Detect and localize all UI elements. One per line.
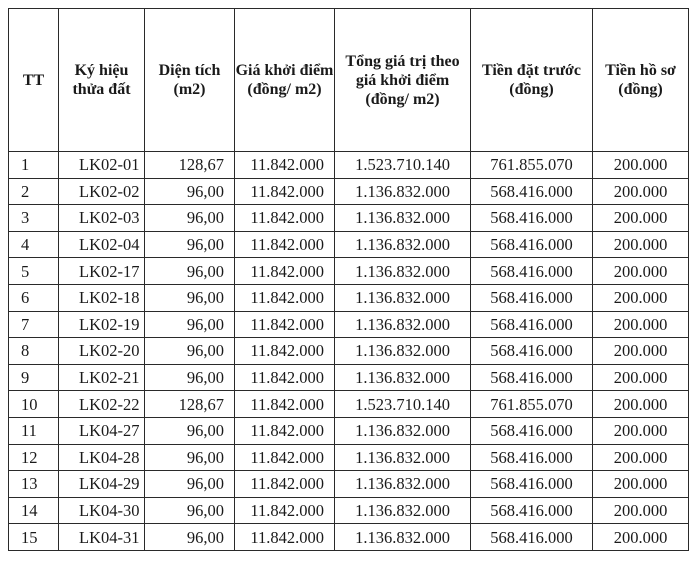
cell-tt: 2 bbox=[9, 178, 59, 205]
table-row bbox=[9, 471, 689, 498]
table-row bbox=[9, 258, 689, 285]
cell-tien-ho-so: 200.000 bbox=[593, 258, 689, 285]
cell-tien-dat-truoc: 761.855.070 bbox=[471, 152, 593, 179]
cell-tien-dat-truoc: 568.416.000 bbox=[471, 471, 593, 498]
cell-tien-ho-so: 200.000 bbox=[593, 178, 689, 205]
header-dien-tich: Diện tích (m2) bbox=[145, 9, 235, 152]
land-plot-table bbox=[8, 8, 689, 551]
cell-tong-gia-tri: 1.136.832.000 bbox=[335, 258, 471, 285]
cell-ky-hieu: LK02-03 bbox=[59, 205, 145, 232]
header-gia-khoi-diem: Giá khởi điểm (đồng/ m2) bbox=[235, 9, 335, 152]
cell-tien-ho-so: 200.000 bbox=[593, 471, 689, 498]
cell-tt: 9 bbox=[9, 364, 59, 391]
cell-tien-ho-so: 200.000 bbox=[593, 205, 689, 232]
cell-tong-gia-tri: 1.136.832.000 bbox=[335, 205, 471, 232]
cell-gia-khoi-diem: 11.842.000 bbox=[235, 338, 335, 365]
header-tt: TT bbox=[9, 9, 59, 152]
cell-tien-dat-truoc: 568.416.000 bbox=[471, 178, 593, 205]
cell-tt: 8 bbox=[9, 338, 59, 365]
cell-tong-gia-tri: 1.136.832.000 bbox=[335, 444, 471, 471]
cell-tien-ho-so: 200.000 bbox=[593, 338, 689, 365]
table-row bbox=[9, 311, 689, 338]
cell-ky-hieu: LK02-22 bbox=[59, 391, 145, 418]
cell-tong-gia-tri: 1.136.832.000 bbox=[335, 338, 471, 365]
table-row bbox=[9, 417, 689, 444]
cell-dien-tich: 96,00 bbox=[145, 524, 235, 551]
cell-tt: 7 bbox=[9, 311, 59, 338]
cell-tong-gia-tri: 1.136.832.000 bbox=[335, 497, 471, 524]
cell-tien-ho-so: 200.000 bbox=[593, 524, 689, 551]
cell-gia-khoi-diem: 11.842.000 bbox=[235, 524, 335, 551]
cell-ky-hieu: LK02-21 bbox=[59, 364, 145, 391]
cell-tong-gia-tri: 1.136.832.000 bbox=[335, 284, 471, 311]
cell-ky-hieu: LK02-19 bbox=[59, 311, 145, 338]
cell-tong-gia-tri: 1.136.832.000 bbox=[335, 364, 471, 391]
cell-tien-dat-truoc: 568.416.000 bbox=[471, 311, 593, 338]
cell-tong-gia-tri: 1.136.832.000 bbox=[335, 524, 471, 551]
cell-tien-ho-so: 200.000 bbox=[593, 284, 689, 311]
table-row bbox=[9, 391, 689, 418]
cell-tt: 3 bbox=[9, 205, 59, 232]
cell-tien-dat-truoc: 568.416.000 bbox=[471, 338, 593, 365]
cell-dien-tich: 96,00 bbox=[145, 364, 235, 391]
cell-gia-khoi-diem: 11.842.000 bbox=[235, 311, 335, 338]
cell-tt: 12 bbox=[9, 444, 59, 471]
cell-ky-hieu: LK04-27 bbox=[59, 417, 145, 444]
cell-gia-khoi-diem: 11.842.000 bbox=[235, 205, 335, 232]
cell-tien-dat-truoc: 568.416.000 bbox=[471, 364, 593, 391]
table-row bbox=[9, 524, 689, 551]
cell-tien-dat-truoc: 568.416.000 bbox=[471, 497, 593, 524]
cell-tien-dat-truoc: 568.416.000 bbox=[471, 524, 593, 551]
cell-tong-gia-tri: 1.136.832.000 bbox=[335, 311, 471, 338]
cell-tt: 10 bbox=[9, 391, 59, 418]
cell-tt: 15 bbox=[9, 524, 59, 551]
header-tong-gia-tri: Tổng giá trị theo giá khởi điểm (đồng/ m2) bbox=[335, 9, 471, 152]
cell-tt: 13 bbox=[9, 471, 59, 498]
table-row bbox=[9, 152, 689, 179]
cell-tien-ho-so: 200.000 bbox=[593, 152, 689, 179]
cell-ky-hieu: LK04-31 bbox=[59, 524, 145, 551]
cell-ky-hieu: LK04-28 bbox=[59, 444, 145, 471]
cell-tt: 4 bbox=[9, 231, 59, 258]
cell-ky-hieu: LK02-17 bbox=[59, 258, 145, 285]
cell-tt: 14 bbox=[9, 497, 59, 524]
cell-dien-tich: 96,00 bbox=[145, 417, 235, 444]
cell-dien-tich: 96,00 bbox=[145, 258, 235, 285]
header-tien-dat-truoc: Tiền đặt trước (đồng) bbox=[471, 9, 593, 152]
cell-tt: 1 bbox=[9, 152, 59, 179]
cell-tien-ho-so: 200.000 bbox=[593, 444, 689, 471]
cell-dien-tich: 96,00 bbox=[145, 444, 235, 471]
cell-tt: 11 bbox=[9, 417, 59, 444]
document-page bbox=[8, 8, 692, 553]
table-body bbox=[9, 152, 689, 551]
cell-ky-hieu: LK02-01 bbox=[59, 152, 145, 179]
cell-tien-dat-truoc: 568.416.000 bbox=[471, 284, 593, 311]
cell-gia-khoi-diem: 11.842.000 bbox=[235, 258, 335, 285]
cell-tien-dat-truoc: 568.416.000 bbox=[471, 417, 593, 444]
table-row bbox=[9, 178, 689, 205]
table-row bbox=[9, 497, 689, 524]
cell-tien-ho-so: 200.000 bbox=[593, 231, 689, 258]
cell-ky-hieu: LK02-20 bbox=[59, 338, 145, 365]
table-row bbox=[9, 444, 689, 471]
cell-gia-khoi-diem: 11.842.000 bbox=[235, 417, 335, 444]
cell-dien-tich: 96,00 bbox=[145, 284, 235, 311]
cell-gia-khoi-diem: 11.842.000 bbox=[235, 444, 335, 471]
header-tien-ho-so: Tiền hồ sơ (đồng) bbox=[593, 9, 689, 152]
cell-tien-dat-truoc: 568.416.000 bbox=[471, 205, 593, 232]
table-row bbox=[9, 284, 689, 311]
cell-dien-tich: 96,00 bbox=[145, 471, 235, 498]
cell-gia-khoi-diem: 11.842.000 bbox=[235, 471, 335, 498]
cell-tien-ho-so: 200.000 bbox=[593, 497, 689, 524]
cell-dien-tich: 96,00 bbox=[145, 205, 235, 232]
cell-gia-khoi-diem: 11.842.000 bbox=[235, 364, 335, 391]
cell-dien-tich: 96,00 bbox=[145, 178, 235, 205]
table-header-row bbox=[9, 9, 689, 152]
cell-gia-khoi-diem: 11.842.000 bbox=[235, 284, 335, 311]
cell-gia-khoi-diem: 11.842.000 bbox=[235, 152, 335, 179]
cell-tien-ho-so: 200.000 bbox=[593, 391, 689, 418]
cell-tong-gia-tri: 1.523.710.140 bbox=[335, 391, 471, 418]
cell-dien-tich: 128,67 bbox=[145, 391, 235, 418]
header-ky-hieu: Ký hiệu thửa đất bbox=[59, 9, 145, 152]
cell-tien-ho-so: 200.000 bbox=[593, 311, 689, 338]
cell-tong-gia-tri: 1.136.832.000 bbox=[335, 417, 471, 444]
cell-tien-dat-truoc: 761.855.070 bbox=[471, 391, 593, 418]
cell-dien-tich: 96,00 bbox=[145, 497, 235, 524]
cell-tong-gia-tri: 1.523.710.140 bbox=[335, 152, 471, 179]
cell-tong-gia-tri: 1.136.832.000 bbox=[335, 178, 471, 205]
cell-tien-dat-truoc: 568.416.000 bbox=[471, 258, 593, 285]
cell-tt: 6 bbox=[9, 284, 59, 311]
cell-gia-khoi-diem: 11.842.000 bbox=[235, 178, 335, 205]
table-row bbox=[9, 205, 689, 232]
cell-ky-hieu: LK02-04 bbox=[59, 231, 145, 258]
cell-ky-hieu: LK04-29 bbox=[59, 471, 145, 498]
cell-tong-gia-tri: 1.136.832.000 bbox=[335, 471, 471, 498]
cell-tien-ho-so: 200.000 bbox=[593, 417, 689, 444]
cell-gia-khoi-diem: 11.842.000 bbox=[235, 231, 335, 258]
cell-dien-tich: 96,00 bbox=[145, 231, 235, 258]
cell-tien-dat-truoc: 568.416.000 bbox=[471, 444, 593, 471]
cell-gia-khoi-diem: 11.842.000 bbox=[235, 497, 335, 524]
cell-ky-hieu: LK04-30 bbox=[59, 497, 145, 524]
cell-dien-tich: 96,00 bbox=[145, 338, 235, 365]
cell-ky-hieu: LK02-18 bbox=[59, 284, 145, 311]
cell-gia-khoi-diem: 11.842.000 bbox=[235, 391, 335, 418]
cell-tong-gia-tri: 1.136.832.000 bbox=[335, 231, 471, 258]
table-row bbox=[9, 231, 689, 258]
cell-ky-hieu: LK02-02 bbox=[59, 178, 145, 205]
cell-tt: 5 bbox=[9, 258, 59, 285]
cell-tien-ho-so: 200.000 bbox=[593, 364, 689, 391]
cell-dien-tich: 96,00 bbox=[145, 311, 235, 338]
table-row bbox=[9, 364, 689, 391]
table-row bbox=[9, 338, 689, 365]
cell-tien-dat-truoc: 568.416.000 bbox=[471, 231, 593, 258]
cell-dien-tich: 128,67 bbox=[145, 152, 235, 179]
